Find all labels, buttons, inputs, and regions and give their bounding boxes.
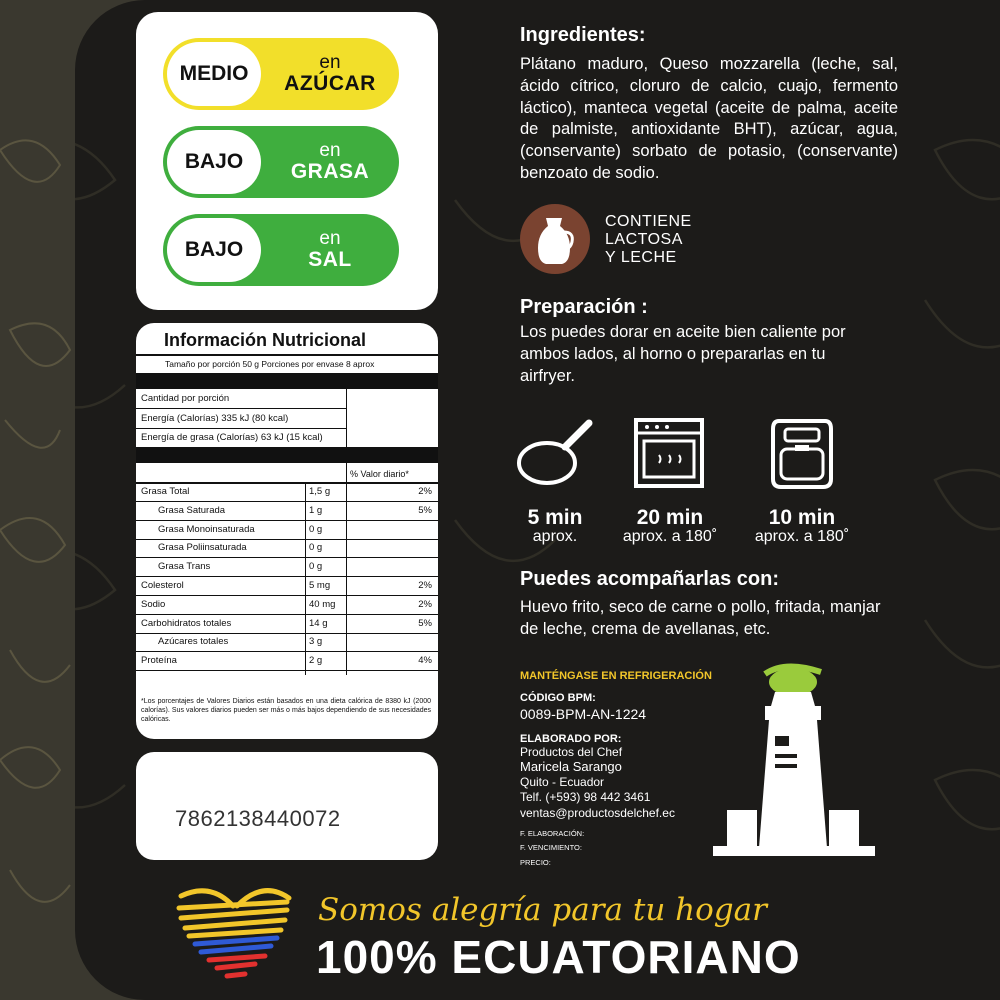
allergen-line: LACTOSA	[605, 230, 683, 248]
storage-note: MANTÉNGASE EN REFRIGERACIÓN	[520, 670, 712, 682]
maker-phone: Telf. (+593) 98 442 3461	[520, 790, 651, 804]
thick-divider	[136, 373, 438, 389]
nutrition-title: Información Nutricional	[164, 330, 367, 350]
nutrient-name: Grasa Monoinsaturada	[158, 523, 255, 535]
nutrient-name: Azúcares totales	[158, 636, 229, 648]
nutrient-daily-value: 2%	[418, 598, 432, 610]
nutrient-amount: 2 g	[309, 655, 323, 667]
serving-size: Tamaño por porción 50 g Porciones por envase 8 aprox	[165, 359, 375, 369]
monument-illustration	[705, 660, 880, 865]
nutrient-name: Grasa Saturada	[158, 504, 226, 516]
nutrient-daily-value: 2%	[418, 486, 432, 497]
seal-sugar	[163, 38, 399, 110]
nutrient-daily-value: 2%	[418, 580, 432, 591]
nutrient-amount: 3 g	[309, 636, 323, 648]
seal-prefix: en	[319, 52, 341, 73]
ecuador-heart-icon	[175, 878, 295, 982]
divider	[136, 482, 438, 484]
nutrient-name: Sodio	[141, 598, 166, 610]
row-divider	[136, 651, 438, 652]
maker-city: Quito - Ecuador	[520, 775, 605, 789]
row-divider	[136, 539, 438, 540]
divider	[346, 389, 347, 447]
allergen-line: CONTIENE	[605, 213, 692, 230]
divider	[136, 408, 346, 409]
maker-email: ventas@productosdelchef.ec	[520, 806, 675, 820]
daily-value-header: % Valor diario*	[350, 469, 409, 479]
nutrient-amount: 1 g	[309, 504, 323, 516]
allergen-line: Y LECHE	[605, 248, 677, 266]
nutrient-name: Carbohidratos totales	[141, 617, 232, 629]
oven-note: aprox. a 180˚	[622, 528, 718, 545]
row-divider	[136, 576, 438, 577]
allergen-text	[605, 213, 692, 267]
pairing-text: Huevo frito, seco de carne o pollo, fritada, manjar de leche, crema de avellanas, etc.	[520, 598, 881, 638]
seal-salt	[163, 214, 399, 286]
pairing-title: Puedes acompañarlas con:	[520, 568, 779, 590]
seal-level: MEDIO	[167, 42, 261, 106]
nutrient-name: Proteína	[141, 655, 177, 667]
row-divider	[136, 595, 438, 596]
price-label: PRECIO:	[520, 857, 551, 867]
preparation-text: Los puedes dorar en aceite bien caliente por ambos lados, al horno o prepararlas en tu airfryer.	[520, 323, 846, 385]
maker-label: ELABORADO POR:	[520, 733, 622, 745]
ingredients-title: Ingredientes:	[520, 24, 646, 46]
row-divider	[136, 520, 438, 521]
nutrient-name: Grasa Total	[141, 486, 190, 497]
nutrient-daily-value: 5%	[418, 504, 432, 516]
slogan: Somos alegría para tu hogar	[318, 892, 767, 928]
energy-fat-row: Energía de grasa (Calorías) 63 kJ (15 kcal)	[141, 432, 323, 443]
nutrient-amount: 0 g	[309, 542, 323, 554]
nutrient-name: Grasa Trans	[158, 561, 211, 573]
nutrition-footnote: *Los porcentajes de Valores Diarios están basados en una dieta calórica de 8380 kJ (2000 calorías). Sus valores diarios pueden ser más o más bajos dependiendo de sus necesidades calóricas.	[141, 698, 431, 724]
divider	[136, 354, 438, 356]
airfryer-icon	[767, 415, 837, 491]
dates-block	[520, 827, 584, 870]
airfryer-note: aprox. a 180˚	[754, 528, 850, 545]
preparation-title: Preparación :	[520, 296, 648, 318]
barcode-number: 7862138440072	[175, 806, 341, 831]
row-divider	[136, 633, 438, 634]
bpm-label: CÓDIGO BPM:	[520, 692, 596, 704]
thick-divider	[136, 447, 438, 463]
manufacture-date-label: F. ELABORACIÓN:	[520, 829, 585, 838]
row-divider	[136, 501, 438, 502]
nutrient-amount: 14 g	[309, 617, 328, 629]
ingredients-text: Plátano maduro, Queso mozzarella (leche, sal, ácido cítrico, cloruro de calcio, cuajo, fermento láctico), manteca vegetal (aceite de palma, aceite de palmiste, antioxidante BHT), azúcar, agua, (conservante) sorbato de potasio, (conservante) benzoato de sodio.	[520, 55, 898, 182]
per-portion-label: Cantidad por porción	[141, 393, 230, 404]
expiry-date-label: F. VENCIMIENTO:	[520, 843, 582, 853]
divider	[346, 463, 347, 675]
airfryer-time: 10 min	[768, 506, 836, 529]
oven-time: 20 min	[636, 506, 704, 529]
nutrient-amount: 0 g	[309, 523, 323, 535]
row-divider	[136, 614, 438, 615]
divider	[305, 484, 306, 675]
seal-nutrient: GRASA	[290, 159, 370, 183]
bpm-code: 0089-BPM-AN-1224	[520, 706, 647, 722]
pan-time: 5 min	[527, 506, 583, 529]
frying-pan-icon	[515, 415, 595, 495]
nutrient-daily-value: 4%	[418, 655, 432, 667]
maker-company: Productos del Chef	[520, 745, 623, 759]
seal-level: BAJO	[167, 130, 261, 194]
seal-prefix: en	[319, 140, 341, 161]
seal-fat	[163, 126, 399, 198]
nutrient-amount: 5 mg	[309, 580, 331, 591]
milk-jug-icon	[520, 204, 590, 274]
nutrient-amount: 1,5 g	[309, 486, 331, 497]
maker-person: Maricela Sarango	[520, 759, 622, 774]
row-divider	[136, 670, 438, 671]
seal-nutrient: SAL	[308, 247, 352, 271]
nutrient-amount: 0 g	[309, 561, 323, 573]
divider	[136, 428, 346, 429]
seal-prefix: en	[319, 228, 341, 249]
seal-nutrient: AZÚCAR	[284, 71, 376, 95]
nutrient-name: Colesterol	[141, 580, 184, 591]
energy-row: Energía (Calorías) 335 kJ (80 kcal)	[141, 413, 289, 424]
row-divider	[136, 557, 438, 558]
nutrient-name: Grasa Poliinsaturada	[158, 542, 247, 554]
nutrient-daily-value: 5%	[418, 617, 432, 629]
seal-level: BAJO	[167, 218, 261, 282]
nutrient-amount: 40 mg	[309, 598, 336, 610]
origin-claim: 100% ECUATORIANO	[316, 931, 801, 983]
pan-note: aprox.	[532, 528, 578, 545]
oven-icon	[633, 417, 705, 489]
